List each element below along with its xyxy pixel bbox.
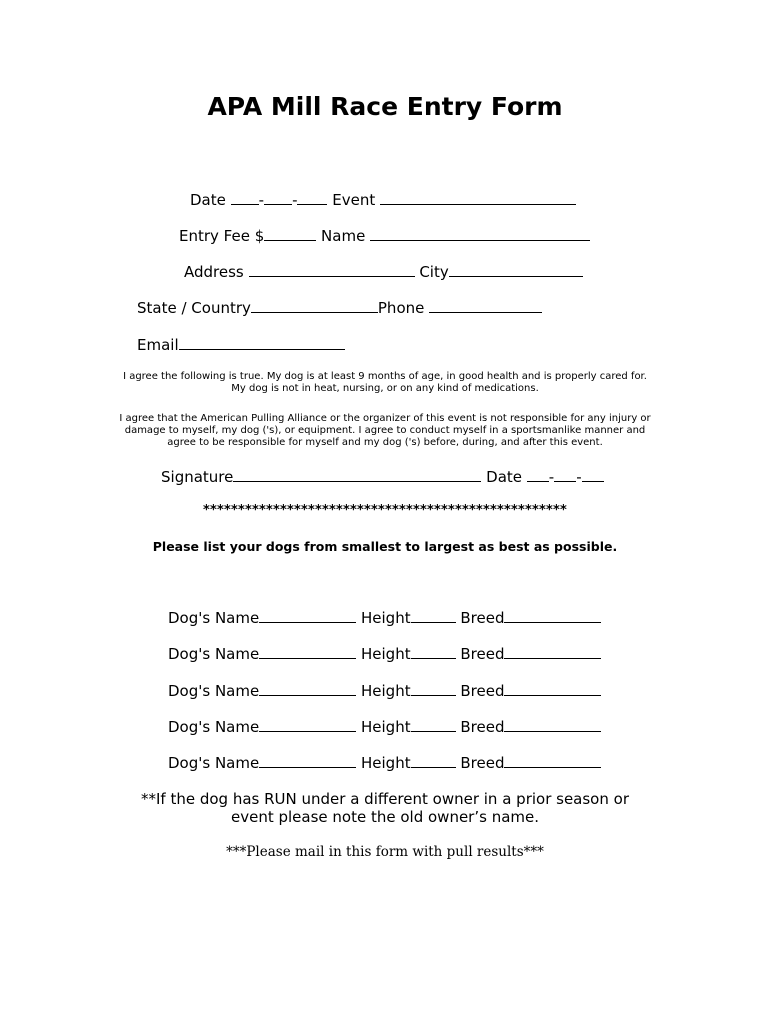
agreement-line: damage to myself, my dog ('s), or equipment. I agree to conduct myself in a sportsmanlike manner and xyxy=(124,425,646,436)
state-country-label: State / Country xyxy=(137,299,251,317)
dog-row xyxy=(168,717,601,736)
dog-height-blank[interactable] xyxy=(411,717,456,732)
signature-row: Signature Date - - xyxy=(161,467,604,486)
dog-name-blank[interactable] xyxy=(259,644,356,659)
phone-label: Phone xyxy=(377,299,425,317)
dog-breed-label: Breed xyxy=(460,754,505,772)
dog-height-blank[interactable] xyxy=(411,753,456,768)
name-blank[interactable] xyxy=(370,226,590,241)
dog-height-label: Height xyxy=(361,718,411,736)
dog-height-label: Height xyxy=(361,609,411,627)
dog-list-instruction: Please list your dogs from smallest to largest as best as possible. xyxy=(152,539,618,554)
dog-breed-label: Breed xyxy=(460,682,505,700)
mail-note: ***Please mail in this form with pull results*** xyxy=(226,844,544,860)
dog-name-blank[interactable] xyxy=(259,717,356,732)
dog-height-label: Height xyxy=(361,682,411,700)
entry-fee-blank[interactable] xyxy=(264,226,316,241)
agreement-line: agree to be responsible for myself and my dog ('s) before, during, and after this event. xyxy=(167,437,603,448)
email-row xyxy=(137,335,345,354)
signature-date-month-blank[interactable] xyxy=(527,467,549,482)
dog-name-label: Dog's Name xyxy=(168,754,260,772)
state-country-blank[interactable] xyxy=(251,298,378,313)
agreement-paragraph-1 xyxy=(0,371,770,395)
signature-date-label: Date xyxy=(486,468,523,486)
phone-blank[interactable] xyxy=(429,298,542,313)
city-blank[interactable] xyxy=(449,262,583,277)
dog-height-blank[interactable] xyxy=(411,608,456,623)
previous-owner-note xyxy=(0,790,770,826)
date-day-blank[interactable] xyxy=(264,190,292,205)
agreement-line: My dog is not in heat, nursing, or on any kind of medications. xyxy=(231,383,539,394)
address-label: Address xyxy=(184,263,244,281)
name-label: Name xyxy=(321,227,366,245)
previous-owner-note-line: **If the dog has RUN under a different owner in a prior season or xyxy=(141,790,629,808)
state-phone-row xyxy=(137,298,542,317)
dog-name-label: Dog's Name xyxy=(168,645,260,663)
date-event-row: Date - - Event xyxy=(190,190,576,209)
address-blank[interactable] xyxy=(249,262,415,277)
fee-name-row xyxy=(179,226,590,245)
signature-date-year-blank[interactable] xyxy=(582,467,604,482)
entry-fee-label: Entry Fee $ xyxy=(179,227,265,245)
dog-breed-blank[interactable] xyxy=(504,753,601,768)
email-blank[interactable] xyxy=(179,335,345,350)
dog-breed-blank[interactable] xyxy=(504,608,601,623)
signature-date-day-blank[interactable] xyxy=(554,467,576,482)
date-year-blank[interactable] xyxy=(297,190,327,205)
dog-name-label: Dog's Name xyxy=(168,682,260,700)
dog-breed-blank[interactable] xyxy=(504,681,601,696)
event-blank[interactable] xyxy=(380,190,576,205)
dog-row xyxy=(168,608,601,627)
signature-label: Signature xyxy=(161,468,234,486)
event-label: Event xyxy=(332,191,376,209)
date-month-blank[interactable] xyxy=(231,190,259,205)
dog-row xyxy=(168,644,601,663)
email-label: Email xyxy=(137,336,179,354)
dog-row xyxy=(168,681,601,700)
dog-height-label: Height xyxy=(361,645,411,663)
page-title: APA Mill Race Entry Form xyxy=(207,92,563,121)
dog-breed-blank[interactable] xyxy=(504,644,601,659)
date-label: Date xyxy=(190,191,226,209)
agreement-line: I agree the following is true. My dog is at least 9 months of age, in good health and is properly cared for. xyxy=(123,371,647,382)
signature-blank[interactable] xyxy=(233,467,481,482)
star-separator: **************************************************** xyxy=(203,503,567,518)
city-label: City xyxy=(419,263,449,281)
address-city-row xyxy=(184,262,583,281)
previous-owner-note-line: event please note the old owner’s name. xyxy=(231,808,539,826)
dog-row xyxy=(168,753,601,772)
agreement-paragraph-2 xyxy=(0,413,770,449)
dog-height-label: Height xyxy=(361,754,411,772)
dog-name-label: Dog's Name xyxy=(168,609,260,627)
agreement-line: I agree that the American Pulling Alliance or the organizer of this event is not responsible for any injury or xyxy=(119,413,651,424)
dog-name-blank[interactable] xyxy=(259,753,356,768)
dog-height-blank[interactable] xyxy=(411,681,456,696)
dog-breed-label: Breed xyxy=(460,609,505,627)
dog-breed-label: Breed xyxy=(460,645,505,663)
dog-breed-label: Breed xyxy=(460,718,505,736)
dog-breed-blank[interactable] xyxy=(504,717,601,732)
dog-height-blank[interactable] xyxy=(411,644,456,659)
dog-name-label: Dog's Name xyxy=(168,718,260,736)
dog-name-blank[interactable] xyxy=(259,681,356,696)
dog-name-blank[interactable] xyxy=(259,608,356,623)
